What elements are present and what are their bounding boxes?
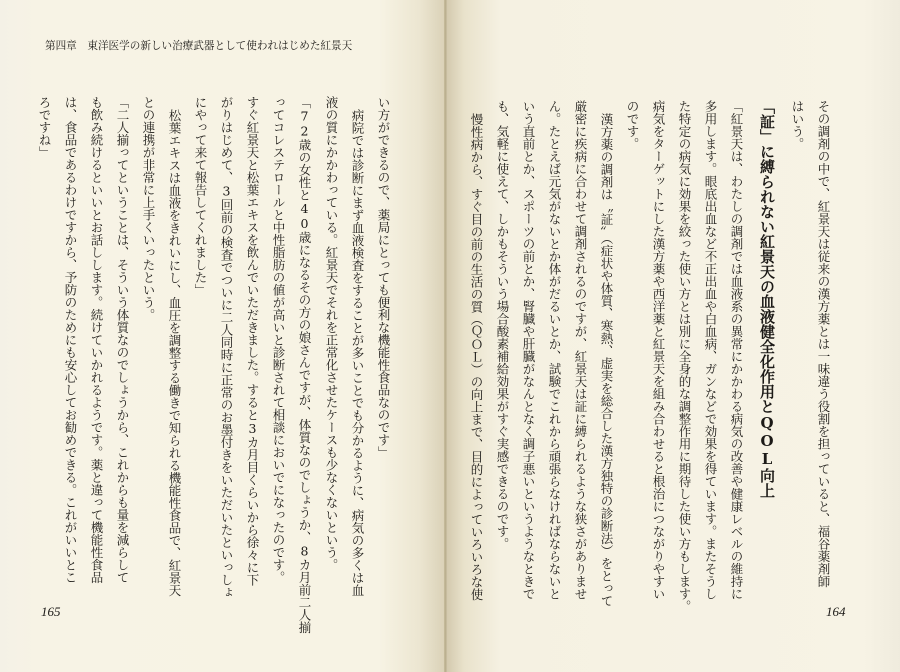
text-column: い方ができるので、薬局にとっても便利な機能性食品なのです」 — [376, 96, 391, 459]
text-column: 「72歳の女性と40歳になるその方の娘さんですが、体質なのでしょうか、8カ月前二人揃 — [297, 96, 312, 634]
text-column: その調剤の中で、紅景天は従来の漢方薬とは一味違う役割を担っていると、福谷薬剤師 — [816, 100, 831, 588]
text-column: との連携が非常に上手くいったという。 — [141, 96, 156, 321]
text-column: も、気軽に使えて、しかもそういう場合酸素補給効果がすぐ実感できるのです。 — [495, 100, 510, 550]
text-column: ん。たとえば元気がないとか体がだるいとか、試験でこれから頑張らなければならないと — [547, 100, 562, 600]
page-number-right: 164 — [826, 604, 846, 619]
section-heading: 「証」に縛られない紅景天の血液健全化作用とQOL向上 — [758, 99, 776, 498]
text-column: がりはじめて、3回前の検査でついに二人同時に正常のお墨付きをいただいたといっしょ — [219, 96, 234, 599]
text-column: ろですね」 — [37, 96, 52, 159]
text-column: 液の質にかかわっている。紅景天でそれを正常化させたケースも少なくないという。 — [324, 96, 339, 571]
text-column: た特定の病気に効果を絞った使い方とは別に全身的な調整作用に期待した使い方もします。 — [677, 100, 692, 613]
text-column: 病気をターゲットにした漢方薬や西洋薬と紅景天を組み合わせると根治につながりやすい — [651, 100, 666, 600]
text-column: ってコレステロールと中性脂肪の値が高いと診断されて相談においでになったのです。 — [271, 96, 286, 584]
text-column: 慢性病から、すぐ目の前の生活の質（ＱＯＬ）の向上まで、目的によっていろいろな使 — [469, 112, 484, 600]
text-column: すぐ紅景天と松葉エキスを飲んでいただきました。すると3カ月目くらいから徐々に下 — [245, 96, 260, 586]
text-column: 漢方薬の調剤は〝証〟（症状や体質、寒熱、虚実を総合した漢方独特の診断法）をとって — [599, 112, 614, 607]
text-column: 厳密に疾病に合わせて調剤されるのですが、紅景天は証に縛られるような狭さがありませ — [573, 100, 588, 600]
text-column: 多用します。眼底出血など不正出血や白血病、ガンなどで効果を得ています。またそうし — [703, 100, 718, 600]
text-column: も飲み続けるといいとお話しします。続けていかれるようです。薬と違って機能性食品 — [89, 96, 104, 584]
running-head: 第四章 東洋医学の新しい治療武器として使われはじめた紅景天 — [45, 40, 353, 52]
text-column: 「二人揃ってということは、そういう体質なのでしょうから、これからも量を減らして — [115, 96, 130, 584]
text-column: 「紅景天は、わたしの調剤では血液系の異常にかかわる病気の改善や健康レベルの維持に — [729, 100, 744, 600]
text-column: は、食品であるわけですから、予防のためにも安心してお勧めできる。これがいいとこ — [63, 96, 78, 584]
text-column: 松葉エキスは血液をきれいにし、血圧を調整する働きで知られる機能性食品で、紅景天 — [167, 108, 182, 596]
text-column: にやって来て報告してくれました」 — [193, 96, 208, 296]
text-column: 病院では診断にまず血液検査をすることが多いことでも分かるように、病気の多くは血 — [350, 108, 365, 596]
text-column: いう直前とか、スポーツの前とか、腎臓や肝臓がなんとなく調子悪いというようなときで — [521, 100, 536, 600]
text-column: のです。 — [625, 100, 640, 150]
text-column: はいう。 — [790, 100, 805, 150]
page-number-left: 165 — [41, 604, 61, 619]
book-gutter — [444, 0, 447, 672]
